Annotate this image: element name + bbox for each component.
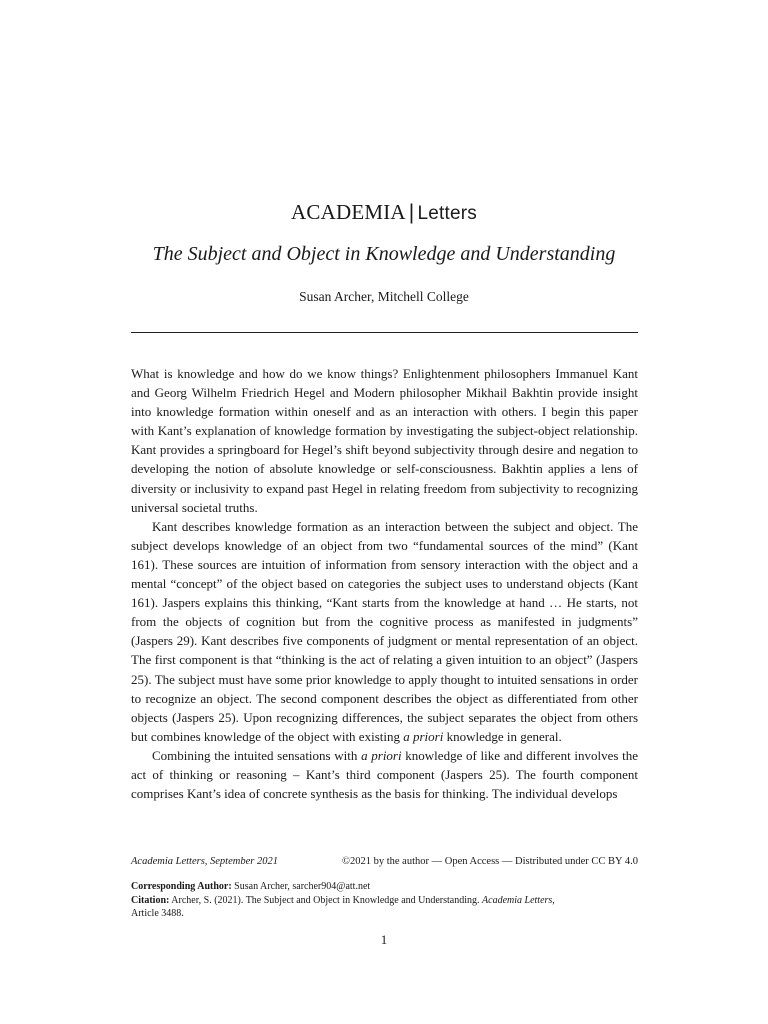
article-title: The Subject and Object in Knowledge and Understanding — [152, 243, 616, 265]
paragraph-1: What is knowledge and how do we know things? Enlightenment philosophers Immanuel Kant and Georg Wilhelm Friedrich Hegel and Modern philosopher Mikhail Bakhtin provide insight into knowledge formation within oneself and as an interaction with others. I begin this paper with Kant’s explanation of knowledge formation by investigating the subject-object relationship. Kant provides a springboard for Hegel’s shift beyond subjectivity through desire and negation to developing the notion of absolute knowledge or self-consciousness. Bakhtin applies a lens of diversity or inclusivity to expand past Hegel in relating freedom from subjectivity to recognizing universal societal truths. — [131, 366, 638, 515]
corresponding-author — [131, 880, 638, 894]
article-metadata — [131, 880, 638, 921]
corresponding-label: Corresponding Author: — [131, 881, 232, 892]
paragraph-2-text: Kant describes knowledge formation as an interaction between the subject and object. The subject develops knowledge of an object from two “fundamental sources of the mind” (Kant 161). These sources are intuition of information from sensory interaction with the object and a mental “concept” of the object based on categories the subject uses to understand objects (Kant 161). Jaspers explains this thinking, “Kant starts from the knowledge at hand … He starts, not from the objects of cognition but from the cognitive process as manifested in judgments” (Jaspers 29). Kant describes five components of judgment or mental representation of an object. The first component is that “thinking is the act of relating a given intuition to an object” (Jaspers 25). The subject must have some prior knowledge to apply thought to intuited sensations in order to recognize an object. The second component describes the object as differentiated from other objects (Jaspers 25). Upon recognizing differences, the subject separates the object from others but combines knowledge of the object with existing — [131, 518, 638, 744]
footer-line — [131, 855, 638, 869]
footer-journal: Academia Letters, September 2021 — [131, 856, 278, 867]
citation-suffix: , — [552, 894, 555, 906]
paragraph-2 — [131, 517, 638, 746]
header-divider — [131, 332, 638, 333]
page-number: 1 — [380, 932, 388, 947]
paragraph-3-text: Combining the intuited sensations with — [152, 747, 362, 763]
brand-separator: | — [408, 201, 415, 224]
brand-academia: ACADEMIA — [291, 200, 406, 224]
paragraph-2-italic: a priori — [403, 728, 444, 744]
citation — [131, 894, 638, 908]
footer-license: ©2021 by the author — Open Access — Distributed under CC BY 4.0 — [341, 856, 638, 867]
brand-section: Letters — [417, 203, 477, 224]
article-body — [131, 364, 638, 803]
citation-label: Citation: — [131, 894, 170, 906]
paragraph-3-italic: a priori — [361, 747, 402, 763]
citation-article: Article 3488. — [131, 908, 184, 919]
citation-text: Archer, S. (2021). The Subject and Object in Knowledge and Understanding. — [169, 894, 483, 906]
paragraph-2-tail: knowledge in general. — [443, 728, 562, 744]
article-author: Susan Archer, Mitchell College — [299, 289, 469, 304]
citation-journal: Academia Letters — [482, 894, 553, 906]
paragraph-3 — [131, 746, 638, 803]
journal-brand — [0, 199, 768, 227]
paragraph-3-tail: knowledge of like and different involves the act of thinking or reasoning – Kant’s third component (Jaspers 25). The fourth component comprises Kant’s idea of concrete synthesis as the basis for thinking. The individual develops — [131, 747, 638, 802]
corresponding-value: Susan Archer, sarcher904@att.net — [231, 881, 371, 892]
